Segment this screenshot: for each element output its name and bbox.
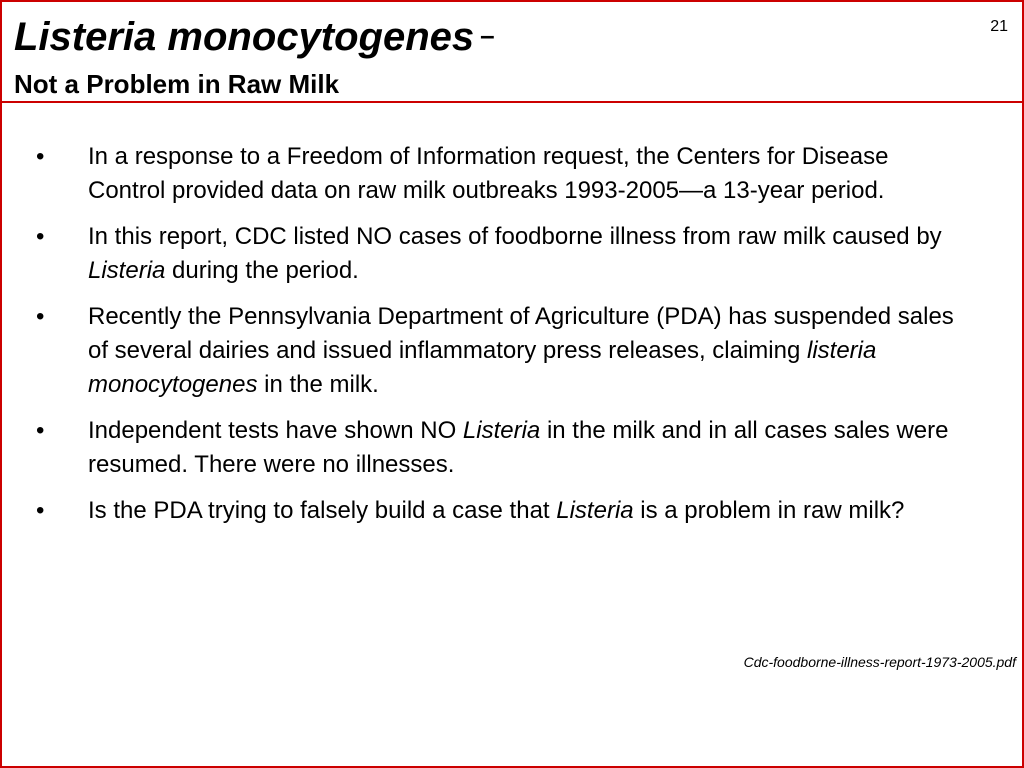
bullet-dot: • — [36, 417, 45, 444]
title-dash: – — [480, 20, 495, 50]
bullet-italic-text: Listeria — [462, 417, 541, 444]
slide-header — [2, 2, 1022, 103]
bullet-text: is a problem in raw milk? — [633, 497, 905, 524]
bullet-item — [36, 494, 971, 528]
bullet-item — [36, 140, 971, 208]
bullet-text: Recently the Pennsylvania Department of Agriculture (PDA) has suspended sales of several dairies and issued inflammatory press releases, claiming — [88, 303, 954, 364]
bullet-italic-text: Listeria — [88, 257, 166, 284]
slide-title — [14, 12, 495, 60]
bullet-italic-text: Listeria — [556, 497, 634, 524]
bullet-item — [36, 220, 971, 288]
bullet-text: during the period. — [165, 257, 359, 284]
slide-subtitle: Not a Problem in Raw Milk — [14, 69, 340, 99]
bullet-text: in the milk. — [257, 371, 379, 398]
bullet-text: Is the PDA trying to falsely build a case that — [88, 497, 557, 524]
bullet-dot: • — [36, 303, 45, 330]
bullet-text: Independent tests have shown NO — [88, 417, 463, 444]
slide-number: 21 — [990, 18, 1008, 35]
bullet-text: In this report, CDC listed NO cases of foodborne illness from raw milk caused by — [88, 223, 942, 250]
bullet-list — [36, 140, 971, 540]
bullet-item — [36, 414, 971, 482]
bullet-dot: • — [36, 223, 45, 250]
bullet-item — [36, 300, 971, 402]
source-citation: Cdc-foodborne-illness-report-1973-2005.pdf — [743, 654, 1016, 670]
bullet-text: in the milk and in all cases sales were resumed. There were no illnesses. — [88, 417, 949, 478]
title-organism: Listeria monocytogenes — [14, 15, 475, 59]
bullet-italic-text: listeria monocytogenes — [88, 337, 877, 398]
bullet-text: In a response to a Freedom of Information request, the Centers for Disease Control provided data on raw milk outbreaks 1993-2005—a 13-year period. — [88, 143, 889, 204]
bullet-dot: • — [36, 497, 45, 524]
bullet-dot: • — [36, 143, 45, 170]
